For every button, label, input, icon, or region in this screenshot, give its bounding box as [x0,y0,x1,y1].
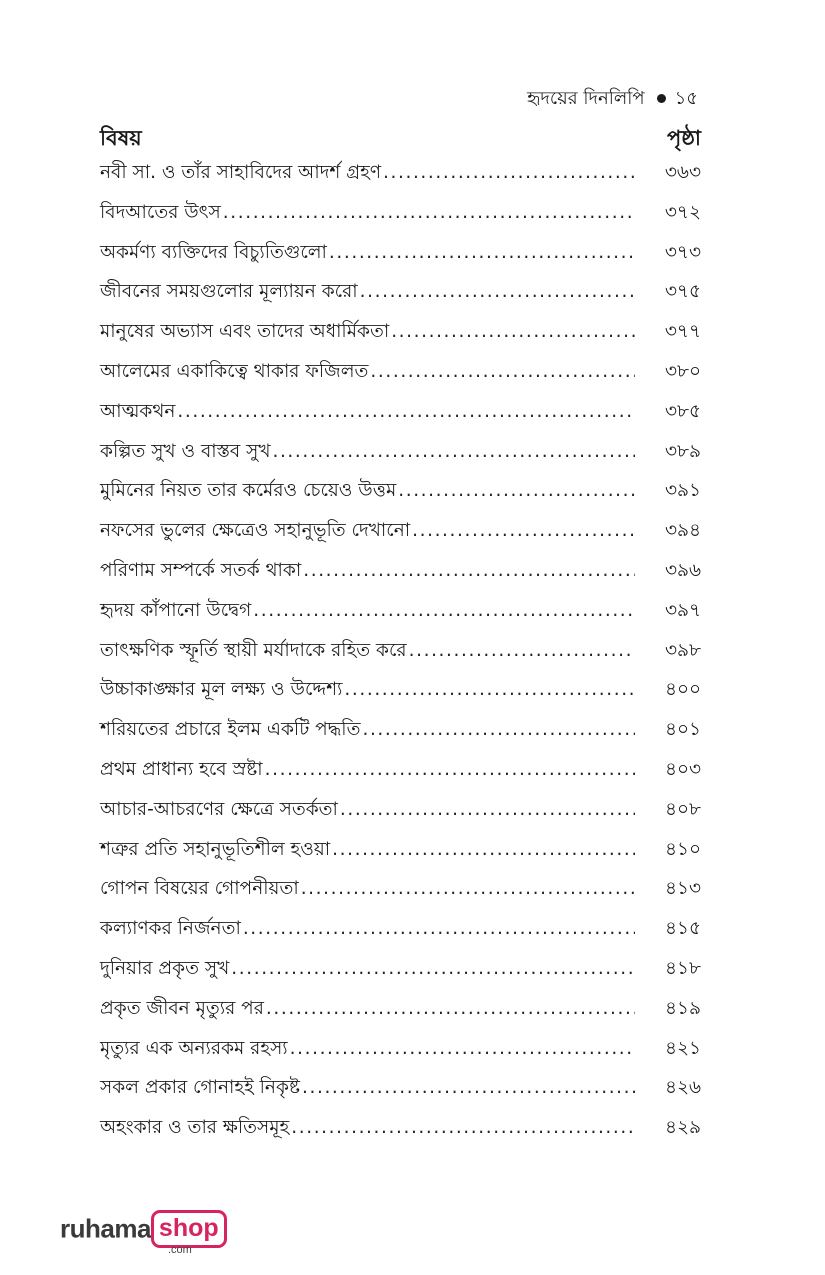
dot-leader [370,361,635,382]
toc-entry [100,397,701,437]
dot-leader [344,679,635,700]
running-header [527,84,698,115]
entry-page-number: ৩৭৩ [664,241,701,263]
dot-leader [303,560,635,581]
entry-page-number: ৪০৩ [664,758,701,780]
toc-entry [100,238,701,278]
toc-entry [100,1113,701,1153]
toc-entry [100,158,701,198]
dot-leader [412,520,635,541]
toc-entry [100,914,701,954]
entry-title: কল্পিত সুখ ও বাস্তব সুখ [100,440,271,462]
toc-entry [100,437,701,477]
entry-page-number: ৪২৯ [664,1117,701,1139]
entry-page-number: ৩৭৫ [664,281,701,303]
toc-entry [100,1034,701,1074]
page-column-heading: পৃষ্ঠা [666,126,701,150]
entry-title: সকল প্রকার গোনাহই নিকৃষ্ট [100,1077,300,1099]
toc-entry [100,556,701,596]
entry-page-number: ৩৯১ [664,480,701,502]
entry-title: প্রকৃত জীবন মৃত্যুর পর [100,997,264,1019]
toc-entry [100,1073,701,1113]
dot-leader [231,958,635,979]
entry-title: প্রথম প্রাধান্য হবে স্রষ্টা [100,758,263,780]
dot-leader [253,600,635,621]
entry-title: মানুষের অভ্যাস এবং তাদের অধার্মিকতা [100,321,390,343]
entry-title: পরিণাম সম্পর্কে সতর্ক থাকা [100,559,302,581]
entry-title: হৃদয় কাঁপানো উদ্বেগ [100,599,252,621]
toc-entry [100,675,701,715]
dot-leader [329,242,635,263]
entry-page-number: ৪১৯ [664,997,701,1019]
toc-entry [100,596,701,636]
dot-leader [290,1038,635,1059]
entry-title: বিদআতের উৎস [100,201,221,223]
entry-page-number: ৩৭৭ [664,321,701,343]
entry-page-number: ৪১৫ [664,918,701,940]
dot-leader [223,202,635,223]
bullet-dot [657,94,666,103]
entry-page-number: ৪১৮ [664,957,701,979]
topic-column-heading: বিষয় [100,126,142,150]
dot-leader [409,640,635,661]
entry-page-number: ৩৯৬ [664,559,701,581]
toc-entry [100,874,701,914]
toc-entry [100,795,701,835]
dot-leader [360,281,635,302]
entry-title: কল্যাণকর নির্জনতা [100,918,241,940]
dot-leader [301,878,635,899]
dot-leader [243,918,635,939]
entry-title: দুনিয়ার প্রকৃত সুখ [100,957,230,979]
entry-title: অহংকার ও তার ক্ষতিসমূহ [100,1117,290,1139]
entry-title: অকর্মণ্য ব্যক্তিদের বিচ্যুতিগুলো [100,241,327,263]
entry-title: আলেমের একাকিত্বে থাকার ফজিলত [100,360,369,382]
entry-page-number: ৪২১ [664,1037,701,1059]
page-number: ১৫ [674,88,698,109]
dot-leader [291,1117,635,1138]
entry-page-number: ৩৮৯ [664,440,701,462]
entry-title: গোপন বিষয়ের গোপনীয়তা [100,878,299,900]
entry-page-number: ৩৯৮ [664,639,701,661]
entry-page-number: ৪০১ [664,719,701,741]
entry-page-number: ৪২৬ [664,1077,701,1099]
entry-page-number: ৪১৩ [664,878,701,900]
toc-entry [100,835,701,875]
ruhamashop-logo [60,1210,227,1256]
entry-title: তাৎক্ষণিক স্ফূর্তি স্থায়ী মর্যাদাকে রহিত করে [100,639,407,661]
entry-title: আত্মকথন [100,400,176,422]
dot-leader [272,441,635,462]
table-of-contents [100,158,701,1153]
toc-entry [100,994,701,1034]
toc-entry [100,476,701,516]
entry-page-number: ৪০০ [664,679,701,701]
entry-page-number: ৪০৮ [664,798,701,820]
dot-leader [391,321,635,342]
dot-leader [340,799,635,820]
dot-leader [177,401,635,422]
entry-title: মৃত্যুর এক অন্যরকম রহস্য [100,1037,288,1059]
dot-leader [383,162,635,183]
entry-title: নফসের ভুলের ক্ষেত্রেও সহানুভূতি দেখানো [100,520,411,542]
entry-title: শরিয়তের প্রচারে ইলম একটি পদ্ধতি [100,719,361,741]
entry-title: আচার-আচরণের ক্ষেত্রে সতর্কতা [100,798,338,820]
entry-page-number: ৩৯৭ [664,599,701,621]
dot-leader [302,1077,635,1098]
dot-leader [332,839,635,860]
toc-entry [100,715,701,755]
entry-page-number: ৩৬৩ [664,162,701,183]
entry-page-number: ৩৮৫ [664,400,701,422]
logo-domain: .com [168,1244,192,1256]
toc-entry [100,636,701,676]
logo-word: ruhama [60,1213,151,1244]
toc-entry [100,277,701,317]
entry-title: শত্রুর প্রতি সহানুভূতিশীল হওয়া [100,838,331,860]
entry-page-number: ৩৮০ [664,360,701,382]
dot-leader [398,480,635,501]
toc-entry [100,954,701,994]
entry-title: উচ্চাকাঙ্ক্ষার মূল লক্ষ্য ও উদ্দেশ্য [100,679,343,701]
toc-entry [100,198,701,238]
entry-title: জীবনের সময়গুলোর মূল্যায়ন করো [100,281,358,303]
dot-leader [265,759,635,780]
entry-page-number: ৪১০ [664,838,701,860]
toc-entry [100,516,701,556]
dot-leader [266,998,635,1019]
entry-page-number: ৩৯৪ [664,520,701,542]
dot-leader [362,719,635,740]
toc-entry [100,755,701,795]
entry-page-number: ৩৭২ [664,201,701,223]
logo-badge: shop [151,1210,227,1248]
entry-title: নবী সা. ও তাঁর সাহাবিদের আদর্শ গ্রহণ [100,162,382,183]
toc-entry [100,317,701,357]
entry-title: মুমিনের নিয়ত তার কর্মেরও চেয়েও উত্তম [100,480,397,502]
book-title: হৃদয়ের দিনলিপি [526,88,645,109]
toc-entry [100,357,701,397]
